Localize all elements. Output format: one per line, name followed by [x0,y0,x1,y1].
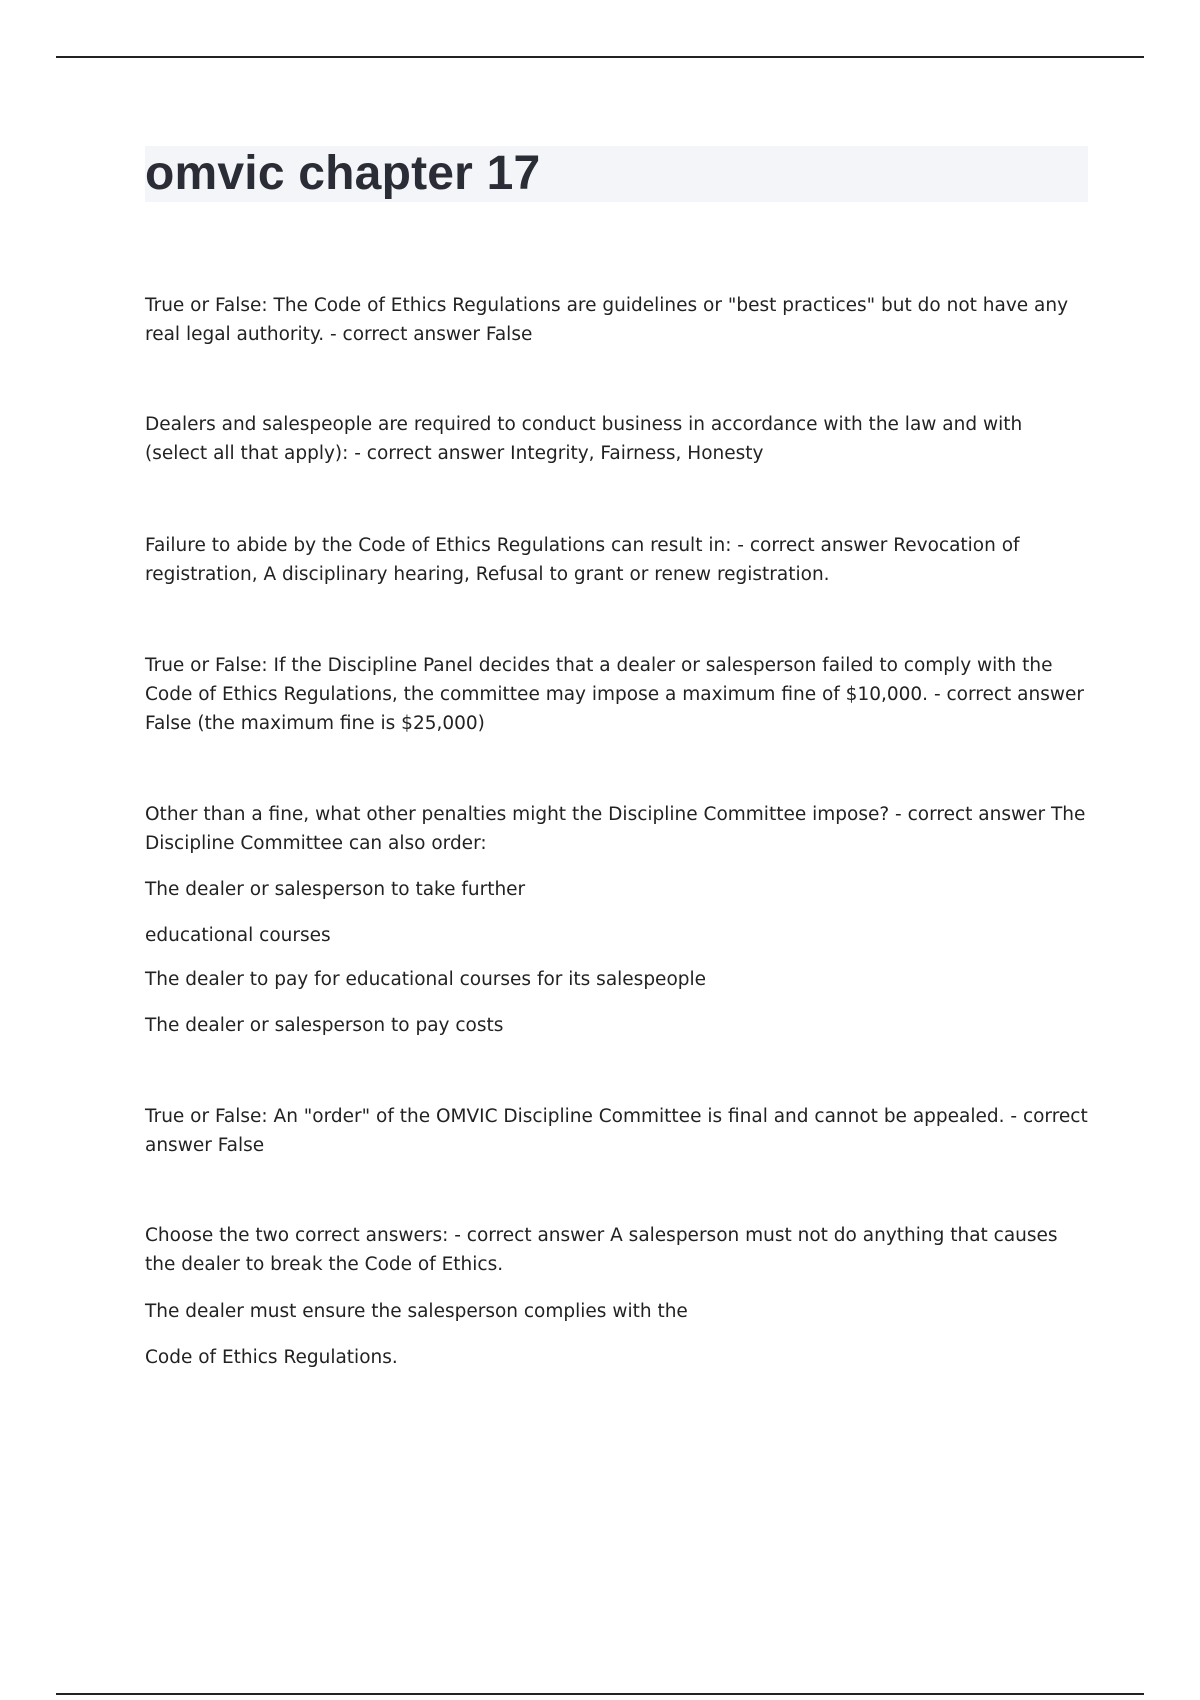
qa-item-6: True or False: An "order" of the OMVIC Discipline Committee is final and cannot be appealed. - correct answer False [145,1106,1088,1156]
page-title: omvic chapter 17 [145,147,541,200]
qa-item-5-line-4: The dealer or salesperson to pay costs [145,1015,504,1036]
qa-item-1: True or False: The Code of Ethics Regulations are guidelines or "best practices" but do not have any real legal authority. - correct answer False [145,295,1069,345]
qa-item-5: Other than a fine, what other penalties might the Discipline Committee impose? - correct answer The Discipline Committee can also order: [145,804,1086,854]
qa-item-4: True or False: If the Discipline Panel decides that a dealer or salesperson failed to comply with the Code of Ethics Regulations, the committee may impose a maximum fine of $10,000. - correct answer False (the maximum fine is $25,000) [145,655,1084,734]
bottom-divider [56,1693,1144,1695]
qa-item-2: Dealers and salespeople are required to conduct business in accordance with the law and with (select all that apply): - correct answer Integrity, Fairness, Honesty [145,414,1023,464]
qa-item-5-line-1: The dealer or salesperson to take further [145,879,526,900]
qa-item-7-line-1: The dealer must ensure the salesperson complies with the [145,1301,688,1322]
qa-item-5-line-2: educational courses [145,925,331,946]
qa-item-5-line-3: The dealer to pay for educational courses for its salespeople [145,969,707,990]
qa-item-3: Failure to abide by the Code of Ethics Regulations can result in: - correct answer Revocation of registration, A disciplinary hearing, Refusal to grant or renew registration. [145,535,1020,585]
qa-item-7: Choose the two correct answers: - correct answer A salesperson must not do anything that causes the dealer to break the Code of Ethics. [145,1225,1058,1275]
top-divider [56,56,1144,58]
qa-item-7-line-2: Code of Ethics Regulations. [145,1347,398,1368]
